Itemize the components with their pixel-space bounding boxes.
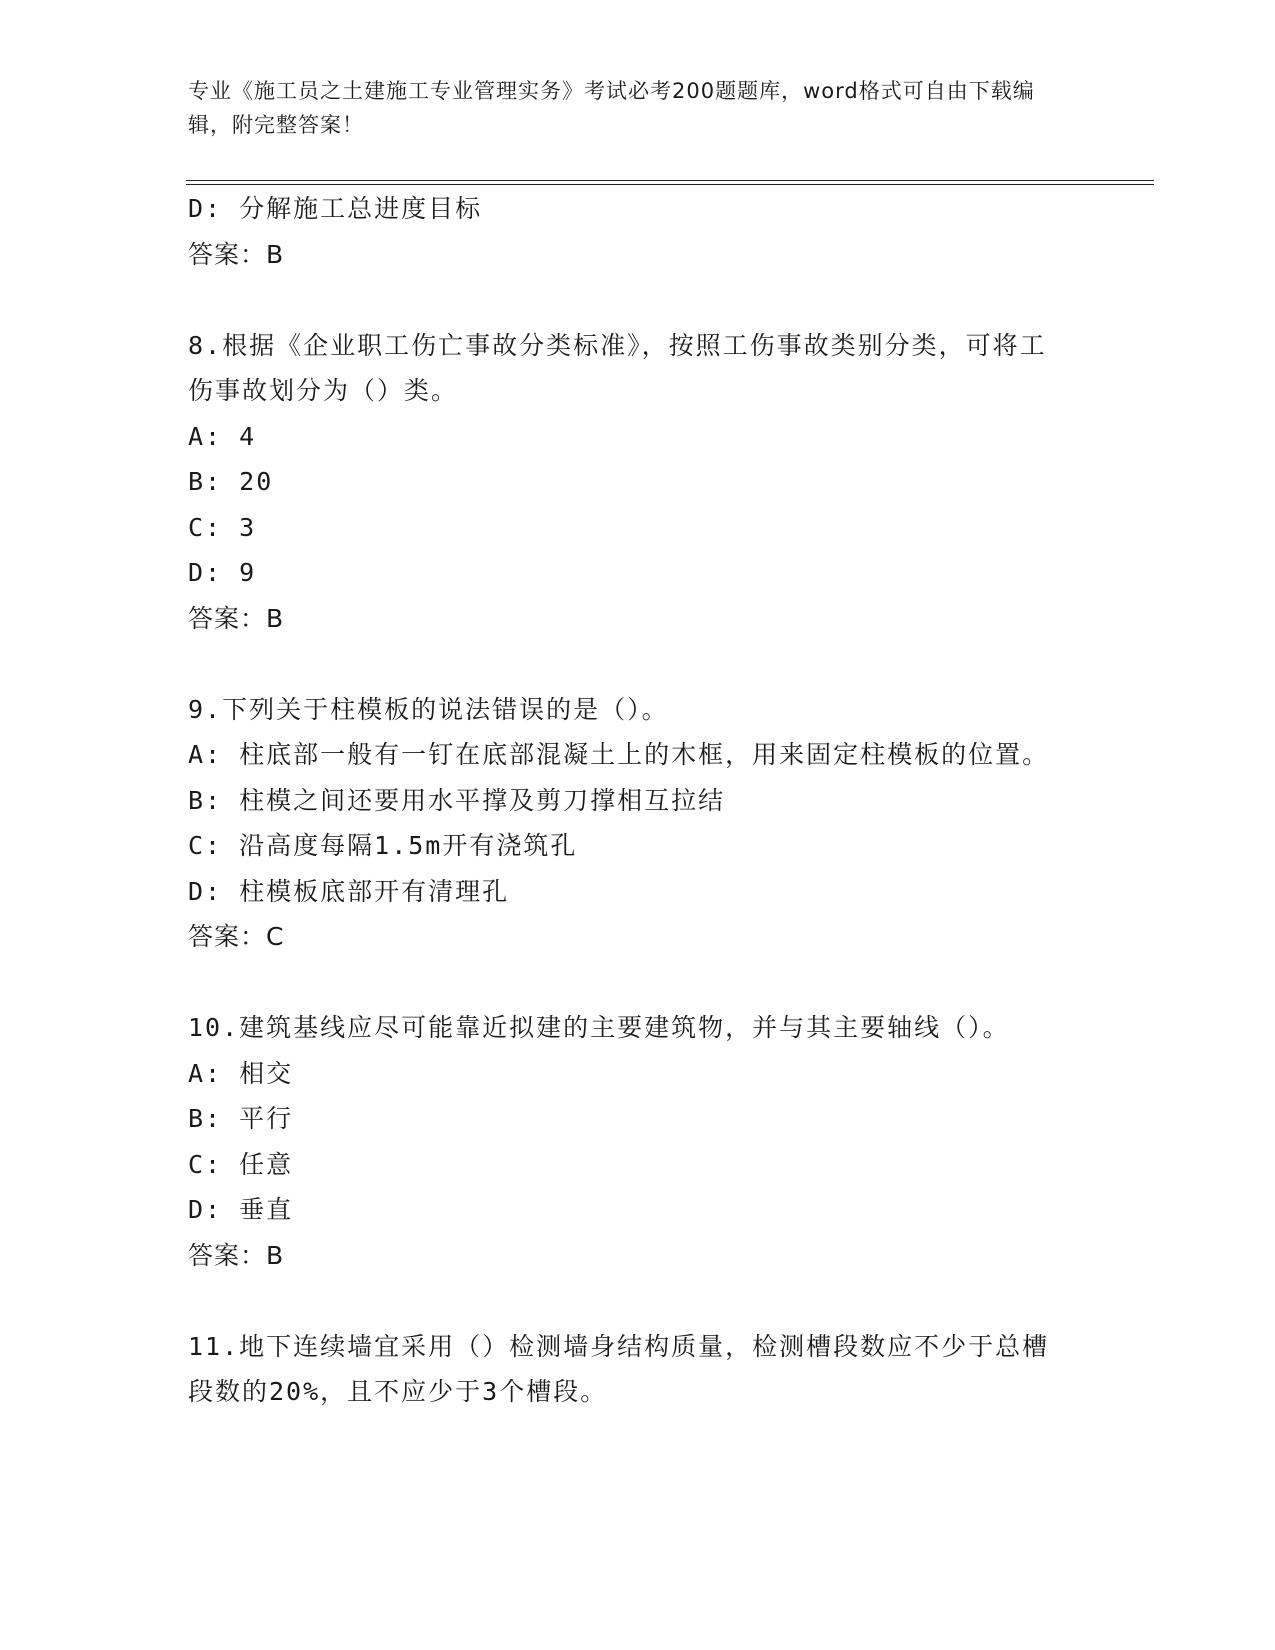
- spacer: [188, 1278, 1088, 1324]
- question-9-option-a: A: 柱底部一般有一钉在底部混凝土上的木框，用来固定柱模板的位置。: [188, 740, 1050, 769]
- question-list: [188, 186, 1088, 1415]
- question-9-stem: 9.下列关于柱模板的说法错误的是（）。: [188, 694, 669, 724]
- question-8: [188, 323, 1088, 642]
- question-8-option-a: A: 4: [188, 421, 257, 451]
- document-header: 专业《施工员之土建施工专业管理实务》考试必考200题题库，word格式可自由下载编辑，附完整答案！: [188, 79, 1035, 137]
- question-10-option-d: D: 垂直: [188, 1195, 294, 1224]
- question-11: [188, 1324, 1088, 1415]
- question-8-option-b: B: 20: [188, 467, 274, 496]
- spacer: [188, 641, 1088, 687]
- prev-answer: 答案：B: [188, 239, 285, 269]
- question-9-answer: 答案：C: [188, 922, 285, 951]
- header-rule-bottom: [186, 184, 1154, 185]
- question-9-option-d: D: 柱模板底部开有清理孔: [188, 876, 510, 906]
- question-9-option-c: C: 沿高度每隔1.5m开有浇筑孔: [188, 831, 578, 860]
- question-11-stem: 11.地下连续墙宜采用（）检测墙身结构质量，检测槽段数应不少于总槽段数的20%，且不应少于3个槽段。: [188, 1331, 1050, 1406]
- question-10-option-c: C: 任意: [188, 1149, 294, 1179]
- question-10-answer: 答案：B: [188, 1240, 285, 1270]
- question-10-option-a: A: 相交: [188, 1058, 294, 1088]
- prev-option-d: D: 分解施工总进度目标: [188, 194, 483, 223]
- question-8-answer: 答案：B: [188, 603, 285, 633]
- question-8-stem: 8.根据《企业职工伤亡事故分类标准》，按照工伤事故类别分类，可将工伤事故划分为（）类。: [188, 330, 1047, 405]
- question-9-option-b: B: 柱模之间还要用水平撑及剪刀撑相互拉结: [188, 785, 726, 815]
- spacer: [188, 277, 1088, 323]
- spacer: [188, 960, 1088, 1006]
- question-9: [188, 687, 1088, 960]
- header-rule-top: [186, 180, 1154, 181]
- question-8-option-c: C: 3: [188, 512, 257, 542]
- question-10-stem: 10.建筑基线应尽可能靠近拟建的主要建筑物，并与其主要轴线（）。: [188, 1013, 1010, 1042]
- question-10-option-b: B: 平行: [188, 1104, 294, 1133]
- question-8-option-d: D: 9: [188, 558, 257, 587]
- question-10: [188, 1005, 1088, 1278]
